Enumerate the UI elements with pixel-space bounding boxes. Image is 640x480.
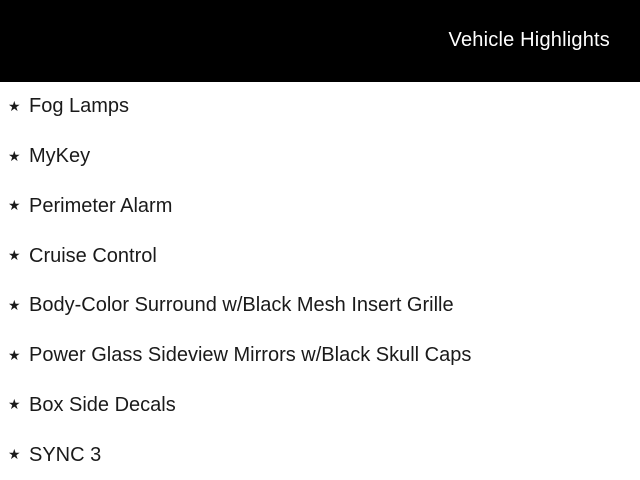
highlights-list (0, 82, 640, 480)
list-item (0, 381, 640, 431)
list-item-label: Power Glass Sideview Mirrors w/Black Skull Caps (29, 344, 472, 367)
header-bar (0, 0, 640, 82)
list-item-label: Cruise Control (29, 244, 157, 267)
star-icon: ★ (8, 97, 21, 114)
star-icon: ★ (8, 446, 21, 463)
list-item (0, 331, 640, 381)
list-item (0, 132, 640, 182)
list-item-label: MyKey (29, 145, 91, 168)
star-icon: ★ (8, 197, 21, 214)
list-item-label: Box Side Decals (29, 393, 176, 416)
list-item-label: Fog Lamps (29, 95, 130, 118)
star-icon: ★ (8, 147, 21, 164)
star-icon: ★ (8, 247, 21, 264)
star-icon: ★ (8, 346, 21, 363)
list-item (0, 281, 640, 331)
section-title: Vehicle Highlights (448, 29, 610, 51)
list-item (0, 231, 640, 281)
star-icon: ★ (8, 396, 21, 413)
list-item (0, 430, 640, 480)
list-item (0, 82, 640, 132)
list-item-label: Perimeter Alarm (29, 194, 173, 217)
list-item-label: Body-Color Surround w/Black Mesh Insert Grille (29, 294, 454, 317)
list-item (0, 182, 640, 232)
list-item-label: SYNC 3 (29, 443, 102, 466)
star-icon: ★ (8, 296, 21, 313)
